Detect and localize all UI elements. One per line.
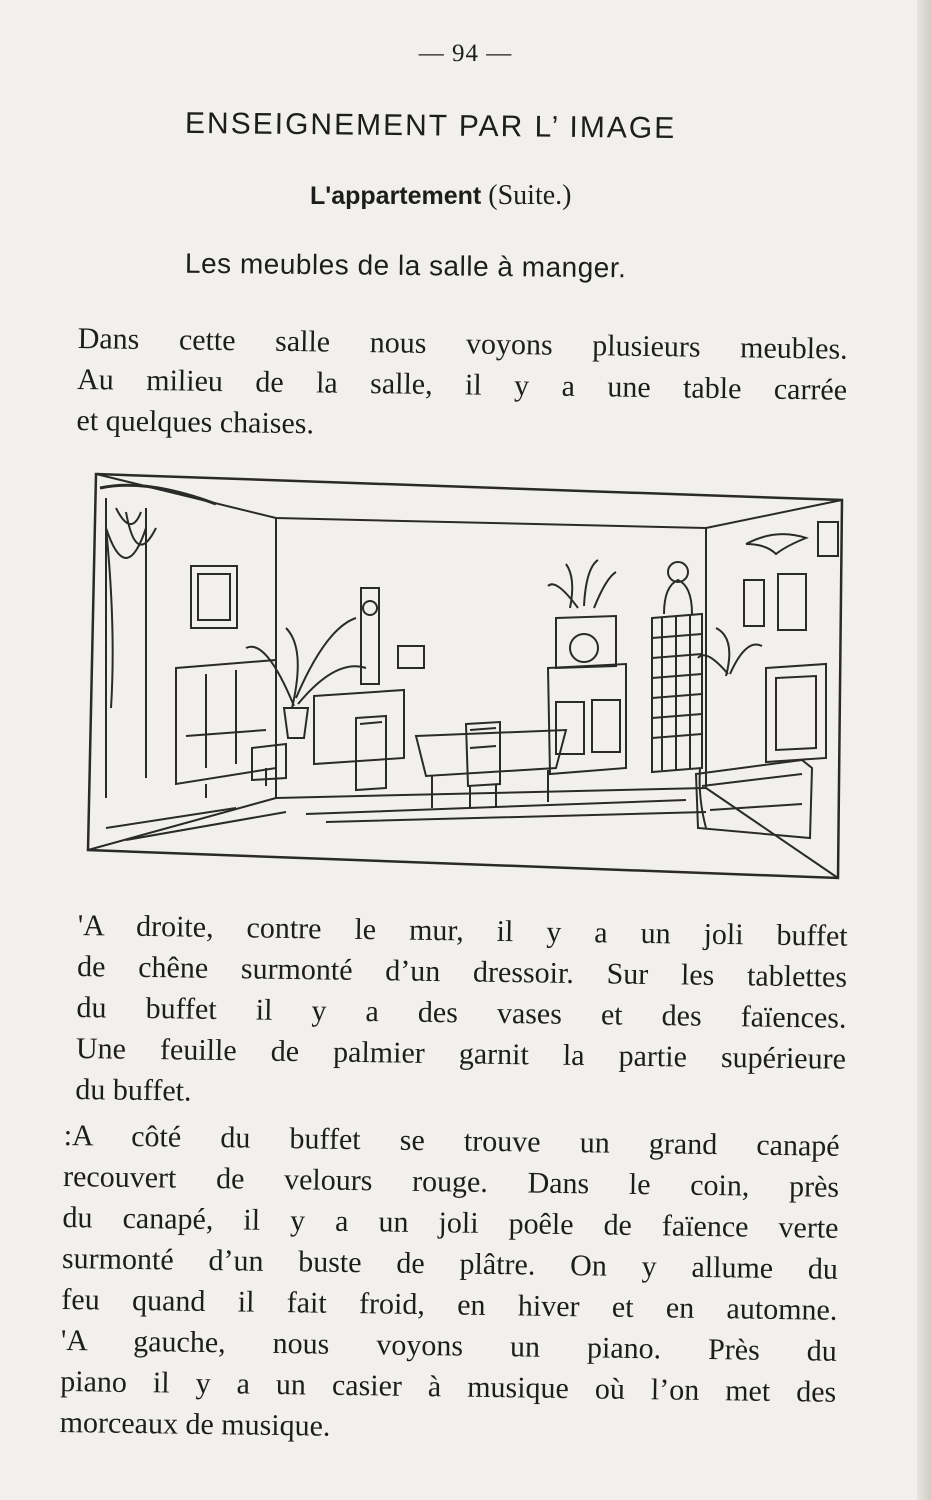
page-number: — 94 —	[418, 40, 513, 67]
illustration-drawing	[86, 468, 844, 880]
text-line: et quelques chaises.	[76, 403, 315, 441]
text-line: Au milieu de la salle, il y a une table carrée	[76, 362, 848, 407]
paragraph-3	[59, 1115, 840, 1454]
text-line: piano il y a un casier à musique où l’on met des	[60, 1364, 837, 1409]
paragraph-1	[76, 318, 848, 452]
text-line: 'A droite, contre le mur, il y a un joli buffet	[77, 908, 848, 953]
text-line: :A côté du buffet se trouve un grand canapé	[63, 1118, 840, 1163]
text-line: de chêne surmonté d’un dressoir. Sur les tablettes	[76, 949, 848, 994]
text-line: du buffet.	[75, 1072, 192, 1108]
text-line: du canapé, il y a un joli poêle de faïence verte	[62, 1200, 839, 1245]
text-line: 'A gauche, nous voyons un piano. Près du	[60, 1323, 838, 1368]
text-line: Dans cette salle nous voyons plusieurs meubles.	[77, 321, 848, 366]
text-line: Une feuille de palmier garnit la partie supérieure	[75, 1031, 847, 1076]
subtitle	[310, 180, 571, 212]
page-heading: ENSEIGNEMENT PAR L’ IMAGE	[184, 106, 677, 146]
paragraph-2	[75, 905, 848, 1121]
subtitle-main: L'appartement	[310, 182, 482, 210]
page-edge	[917, 0, 931, 1500]
dining-room-illustration	[86, 468, 844, 880]
text-line: recouvert de velours rouge. Dans le coin, près	[62, 1159, 840, 1204]
text-line: morceaux de musique.	[59, 1405, 331, 1443]
text-line: feu quand il fait froid, en hiver et en automne.	[61, 1282, 838, 1327]
text-line: du buffet il y a des vases et des faïences.	[76, 990, 847, 1035]
text-line: surmonté d’un buste de plâtre. On y allume du	[61, 1241, 839, 1286]
section-title: Les meubles de la salle à manger.	[184, 247, 627, 284]
subtitle-suite: (Suite.)	[481, 180, 572, 211]
